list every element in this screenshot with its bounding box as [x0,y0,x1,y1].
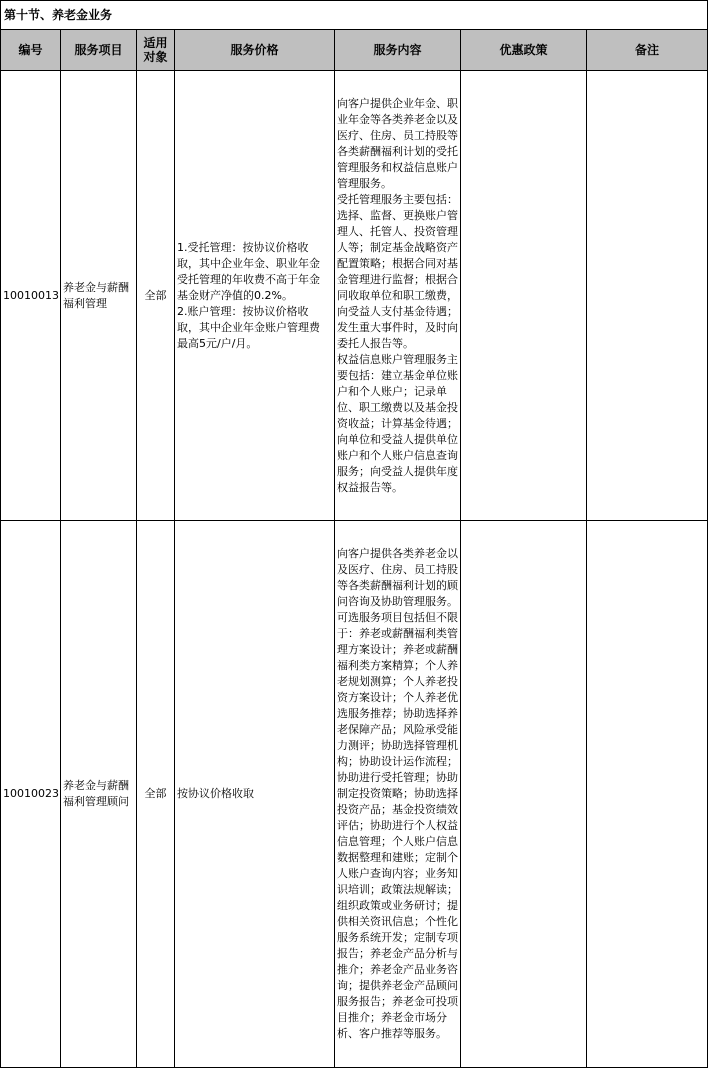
cell-content-text: 向客户提供各类养老金以及医疗、住房、员工持股等各类薪酬福利计划的顾问咨询及协助管理服务。可选服务项目包括但不限于：养老或薪酬福利类管理方案设计；养老或薪酬福利类方案精算；个人养老规划测算；个人养老投资方案设计；个人养老优选服务推荐；协助选择养老保障产品；风险承受能力测评；协助选择管理机构；协助设计运作流程；协助进行受托管理；协助制定投资策略；协助选择投资产品；基金投资绩效评估；协助进行个人权益信息管理；个人账户信息数据整理和建账；定制个人账户查询内容；业务知识培训；政策法规解读；组织政策或业务研讨；提供相关资讯信息；个性化服务系统开发；定制专项报告；养老金产品分析与推介；养老金产品业务咨询；提供养老金产品顾问服务报告；养老金可投项目推介；养老金市场分析、客户推荐等服务。 [337,547,458,1040]
cell-content-text: 向客户提供企业年金、职业年金等各类养老金以及医疗、住房、员工持股等各类薪酬福利计划的受托管理服务和权益信息账户管理服务。 受托管理服务主要包括： 选择、监督、更换账户管理人、托管人、投资管理人等；制定基金战略资产配置策略；根据合同对基金管理进行监督；根据合同收取单位和职工缴费，向受益人支付基金待遇；发生重大事件时，及时向委托人报告等。 权益信息账户管理服务主要包括：建立基金单位账户和个人账户；记录单位、职工缴费以及基金投资收益；计算基金待遇；向单位和受益人提供单位账户和个人账户信息查询服务；向受益人提供年度权益报告等。 [337,96,458,494]
cell-service-item [61,521,137,1068]
cell-code-text: 10010013 [3,288,59,302]
header-content: 服务内容 [335,30,461,71]
cell-policy [461,71,587,521]
section-title: 第十节、养老金业务 [1,1,708,30]
cell-price [175,71,335,521]
header-code: 编号 [1,30,61,71]
cell-policy [461,521,587,1068]
cell-code-text: 10010023 [3,787,59,800]
header-service-item: 服务项目 [61,30,137,71]
cell-remark [587,71,708,521]
cell-price-text: 按协议价格收取 [177,787,254,800]
header-row [1,30,708,71]
section-title-row [1,1,708,30]
cell-target-text: 全部 [144,288,167,302]
cell-target [137,521,175,1068]
header-policy: 优惠政策 [461,30,587,71]
cell-code [1,521,61,1068]
cell-target-text: 全部 [144,787,167,800]
table-row [1,521,708,1068]
cell-remark [587,521,708,1068]
cell-code [1,71,61,521]
table-row [1,71,708,521]
cell-price-text: 1.受托管理：按协议价格收取，其中企业年金、职业年金受托管理的年收费不高于年金基金财产净值的0.2%。 2.账户管理：按协议价格收取，其中企业年金账户管理费最高5元/户/月。 [177,240,320,350]
cell-service-item-text: 养老金与薪酬福利管理顾问 [63,779,129,808]
header-remark: 备注 [587,30,708,71]
cell-content [335,521,461,1068]
header-price: 服务价格 [175,30,335,71]
cell-service-item [61,71,137,521]
header-target: 适用对象 [137,30,175,71]
cell-target [137,71,175,521]
cell-service-item-text: 养老金与薪酬福利管理 [63,280,129,310]
cell-price [175,521,335,1068]
cell-content [335,71,461,521]
